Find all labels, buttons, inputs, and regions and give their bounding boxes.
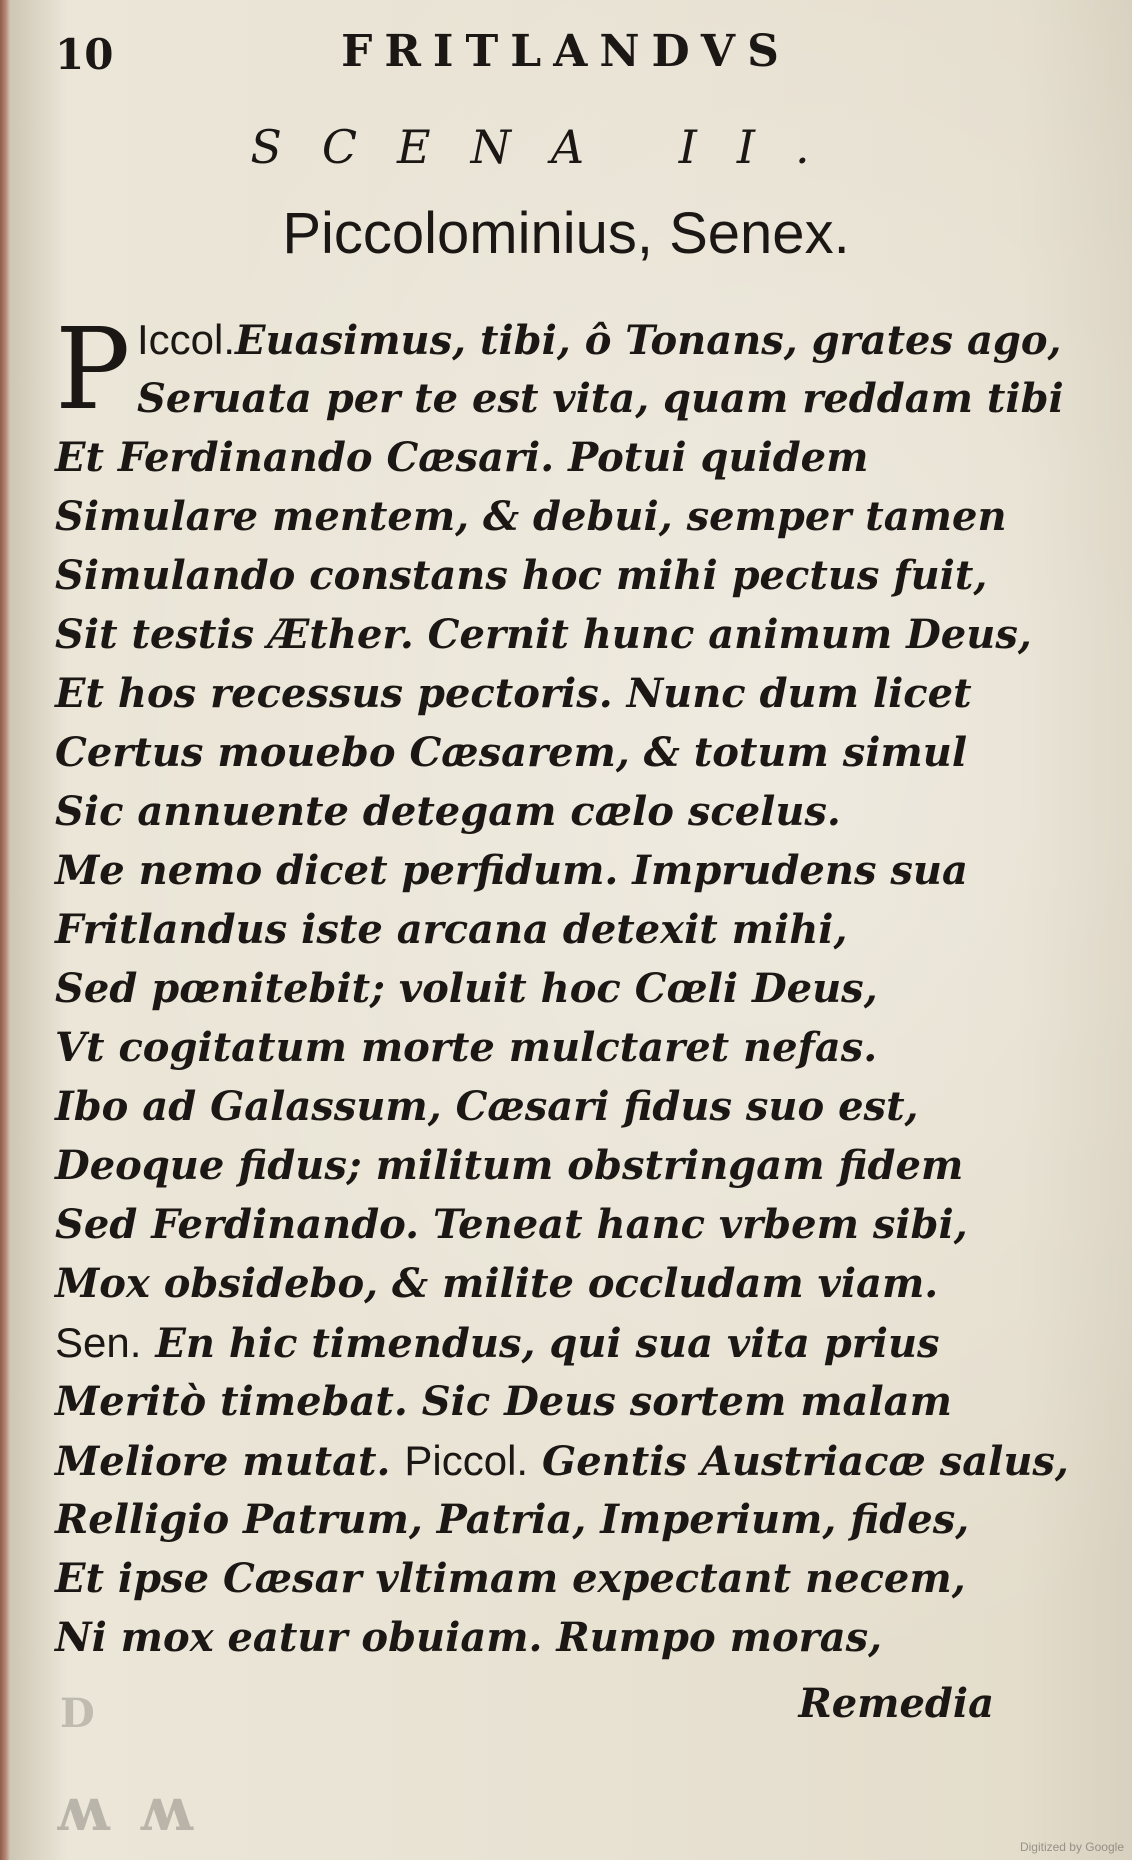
speaker-label: Sen. xyxy=(55,1319,142,1366)
verse-line: Deoque fidus; militum obstringam fidem xyxy=(55,1142,964,1189)
show-through-glyphs: ʍ ʍ xyxy=(55,1775,197,1845)
verse-line: Vt cogitatum morte mulctaret nefas. xyxy=(55,1024,878,1071)
drop-cap-initial: P xyxy=(55,305,131,435)
verse-line: Certus mouebo Cæsarem, & totum simul xyxy=(55,729,968,776)
scene-characters: Piccolominius, Senex. xyxy=(282,201,850,266)
verse-line: Ni mox eatur obuiam. Rumpo moras, xyxy=(55,1614,883,1661)
verse-line: Et hos recessus pectoris. Nunc dum licet xyxy=(55,670,972,717)
watermark: Digitized by Google xyxy=(1019,1840,1124,1854)
verse-line: Relligio Patrum, Patria, Imperium, fides, xyxy=(55,1496,970,1543)
verse-line: Meliore mutat. Piccol. Gentis Austriacæ salus, xyxy=(55,1437,1069,1485)
verse-line: Iccol.Euasimus, tibi, ô Tonans, grates ago, xyxy=(137,316,1062,364)
speaker-label: Piccol. xyxy=(404,1437,529,1484)
verse-line: Me nemo dicet perfidum. Imprudens sua xyxy=(55,847,968,894)
scene-title: SCENA II. xyxy=(250,120,850,174)
verse-line: Seruata per te est vita, quam reddam tibi xyxy=(137,375,1064,422)
verse-line: Et Ferdinando Cæsari. Potui quidem xyxy=(55,434,869,481)
verse-line: Sed pœnitebit; voluit hoc Cœli Deus, xyxy=(55,965,878,1012)
speaker-label: Iccol. xyxy=(137,316,236,363)
verse-line: Sit testis Æther. Cernit hunc animum Deus, xyxy=(55,611,1032,658)
signature-mark: D xyxy=(60,1690,101,1737)
verse-line: Mox obsidebo, & milite occludam viam. xyxy=(55,1260,939,1307)
verse-line: Et ipse Cæsar vltimam expectant necem, xyxy=(55,1555,966,1602)
verse-line: Ibo ad Galassum, Cæsari fidus suo est, xyxy=(55,1083,919,1130)
verse-line: Simulando constans hoc mihi pectus fuit, xyxy=(55,552,988,599)
verse-line: Sed Ferdinando. Teneat hanc vrbem sibi, xyxy=(55,1201,968,1248)
verse-line: Meritò timebat. Sic Deus sortem malam xyxy=(55,1378,952,1425)
running-head: FRITLANDVS xyxy=(341,26,791,77)
page-number: 10 xyxy=(55,30,114,79)
catchword: Remedia xyxy=(798,1680,994,1727)
verse-line: Sic annuente detegam cælo scelus. xyxy=(55,788,841,835)
verse-block xyxy=(55,305,1069,1667)
verse-line: Fritlandus iste arcana detexit mihi, xyxy=(55,906,848,953)
page-edge xyxy=(0,0,10,1860)
verse-line: Simulare mentem, & debui, semper tamen xyxy=(55,493,1007,540)
verse-line: Sen. En hic timendus, qui sua vita prius xyxy=(55,1319,940,1367)
